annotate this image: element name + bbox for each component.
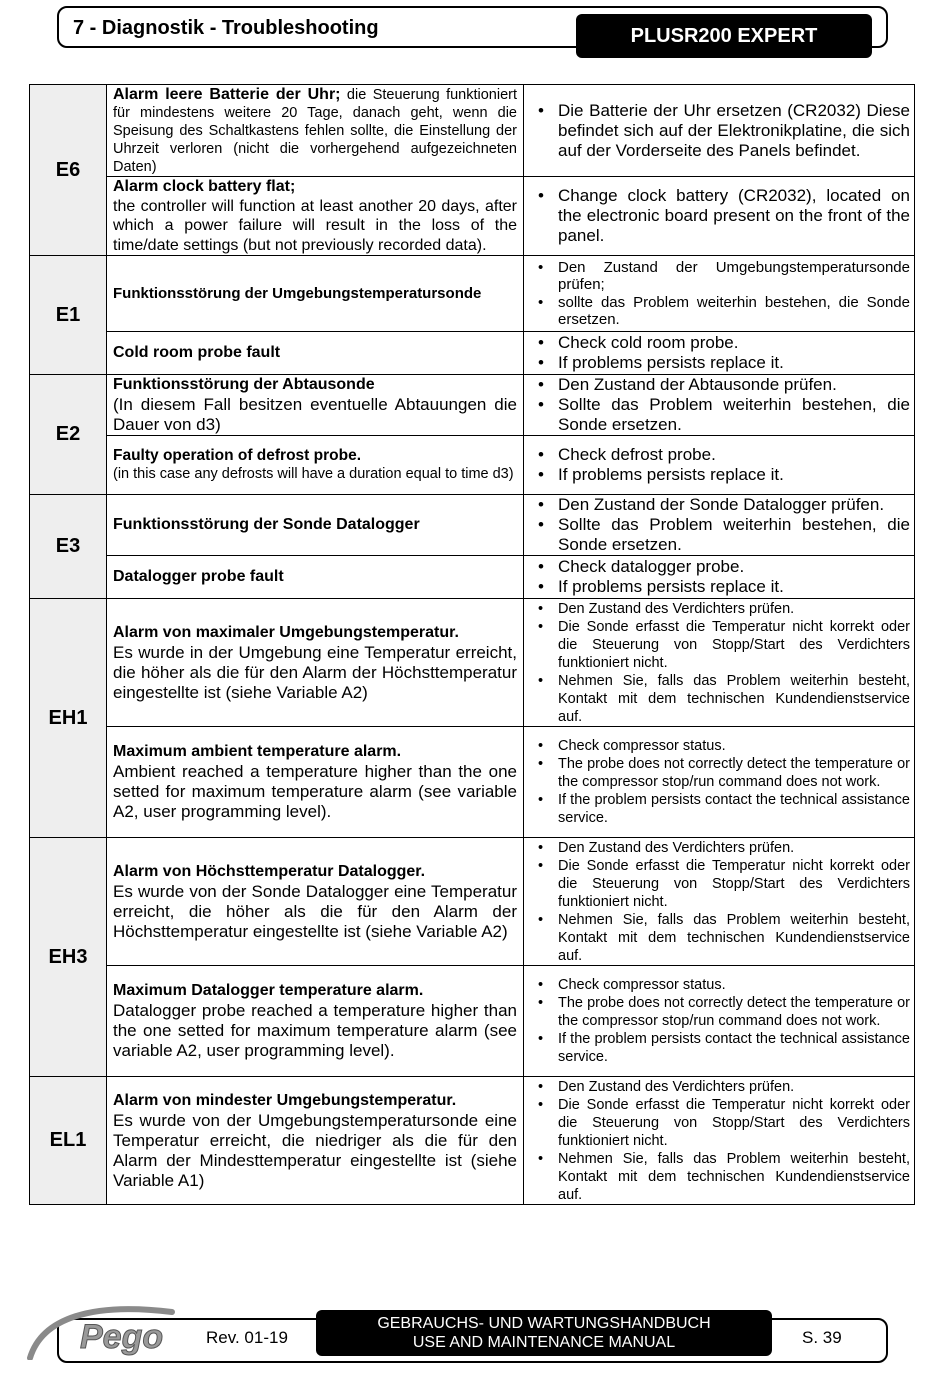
error-actions-en xyxy=(524,556,915,599)
manual-title-de: GEBRAUCHS- UND WARTUNGSHANDBUCH xyxy=(377,1315,711,1332)
error-title-en: Maximum Datalogger temperature alarm. xyxy=(113,982,424,999)
table-row xyxy=(30,556,915,599)
error-title-en: Datalogger probe fault xyxy=(113,568,284,586)
list-item: • Sollte das Problem weiterhin bestehen, die Sonde ersetzen. xyxy=(532,395,910,435)
error-text-en: Ambient reached a temperature higher than the one setted for maximum temperature alarm (see variable A2, user programming level). xyxy=(113,762,517,821)
revision-label: Rev. 01-19 xyxy=(206,1328,288,1347)
table-row xyxy=(30,838,915,966)
error-actions-de xyxy=(524,599,915,727)
error-description-en xyxy=(107,177,524,256)
error-description-en xyxy=(107,727,524,838)
list-item: • Check compressor status. xyxy=(532,976,910,994)
list-item: • Den Zustand des Verdichters prüfen. xyxy=(532,600,910,618)
list-item: • Check datalogger probe. xyxy=(532,557,910,577)
error-actions-en xyxy=(524,332,915,375)
list-item: • Change clock battery (CR2032), located on the electronic board present on the front of the panel. xyxy=(532,186,910,246)
table-row xyxy=(30,966,915,1077)
error-title-de: Funktionsstörung der Umgebungstemperatursonde xyxy=(113,284,482,302)
error-text-en: Datalogger probe reached a temperature higher than the one setted for maximum temperature alarm (see variable A2, user programming level). xyxy=(113,1001,517,1060)
list-item: • Den Zustand des Verdichters prüfen. xyxy=(532,1078,910,1096)
table-row xyxy=(30,375,915,436)
manual-title-tab xyxy=(316,1310,772,1356)
error-actions-de xyxy=(524,838,915,966)
list-item: • If problems persists replace it. xyxy=(532,577,910,597)
error-title-en: Alarm clock battery flat; xyxy=(113,178,296,195)
list-item: • Check compressor status. xyxy=(532,737,910,755)
table-row xyxy=(30,727,915,838)
error-code: EH3 xyxy=(30,838,107,1077)
error-actions-en xyxy=(524,436,915,495)
error-title-de: Alarm leere Batterie der Uhr; xyxy=(113,85,341,103)
page-header xyxy=(57,6,888,48)
error-title-de: Funktionsstörung der Abtausonde xyxy=(113,376,375,393)
error-actions-en xyxy=(524,177,915,256)
error-text-en: the controller will function at least another 20 days, after which a power failure will result in the loss of the time/date settings (but not previously recorded data). xyxy=(113,197,517,254)
error-title-en: Faulty operation of defrost probe. xyxy=(113,447,362,464)
error-description-de xyxy=(107,375,524,436)
error-title-de: Alarm von Höchsttemperatur Datalogger. xyxy=(113,862,426,880)
error-title-de: Funktionsstörung der Sonde Datalogger xyxy=(113,516,420,534)
error-description-en xyxy=(107,966,524,1077)
list-item: • Die Sonde erfasst die Temperatur nicht korrekt oder die Steuerung von Stopp/Start des Verdichters funktioniert nicht. xyxy=(532,857,910,911)
error-description-en xyxy=(107,556,524,599)
table-row xyxy=(30,1077,915,1205)
error-code: E1 xyxy=(30,256,107,375)
section-title: 7 - Diagnostik - Troubleshooting xyxy=(73,17,379,39)
product-name: PLUSR200 EXPERT xyxy=(630,24,818,47)
product-name-tab xyxy=(576,14,872,58)
troubleshooting-table xyxy=(29,84,915,1205)
error-actions-en xyxy=(524,727,915,838)
list-item: • Den Zustand des Verdichters prüfen. xyxy=(532,839,910,857)
list-item: • Den Zustand der Abtausonde prüfen. xyxy=(532,375,910,395)
list-item: • If the problem persists contact the technical assistance service. xyxy=(532,791,910,827)
error-code: EL1 xyxy=(30,1077,107,1205)
manual-title-en: USE AND MAINTENANCE MANUAL xyxy=(412,1334,676,1351)
error-description-de xyxy=(107,256,524,332)
list-item: • sollte das Problem weiterhin bestehen, die Sonde ersetzen. xyxy=(532,294,910,329)
error-text-de: Es wurde in der Umgebung eine Temperatur erreicht, die höher als die für den Alarm der Höchsttemperatur eingestellte ist (siehe Variable A2) xyxy=(113,642,517,702)
error-description-en xyxy=(107,436,524,495)
list-item: • The probe does not correctly detect the temperature or the compressor stop/run command does not work. xyxy=(532,755,910,791)
table-row xyxy=(30,256,915,332)
list-item: • Nehmen Sie, falls das Problem weiterhin besteht, Kontakt mit dem technischen Kundendienstservice auf. xyxy=(532,1150,910,1204)
error-actions-de xyxy=(524,375,915,436)
error-code: EH1 xyxy=(30,599,107,838)
table-row xyxy=(30,332,915,375)
error-text-en: (in this case any defrosts will have a duration equal to time d3) xyxy=(113,466,514,482)
table-row xyxy=(30,85,915,177)
list-item: • Nehmen Sie, falls das Problem weiterhin besteht, Kontakt mit dem technischen Kundendienstservice auf. xyxy=(532,672,910,726)
error-code: E6 xyxy=(30,85,107,256)
error-description-de xyxy=(107,838,524,966)
table-row xyxy=(30,495,915,556)
error-title-en: Cold room probe fault xyxy=(113,344,281,362)
error-description-de xyxy=(107,599,524,727)
error-code: E2 xyxy=(30,375,107,495)
list-item: • Die Sonde erfasst die Temperatur nicht korrekt oder die Steuerung von Stopp/Start des Verdichters funktioniert nicht. xyxy=(532,1096,910,1150)
list-item: • Die Sonde erfasst die Temperatur nicht korrekt oder die Steuerung von Stopp/Start des Verdichters funktioniert nicht. xyxy=(532,618,910,672)
error-title-de: Alarm von mindester Umgebungstemperatur. xyxy=(113,1091,457,1109)
table-row xyxy=(30,436,915,495)
table-row xyxy=(30,599,915,727)
error-actions-de xyxy=(524,495,915,556)
error-actions-en xyxy=(524,966,915,1077)
list-item: • If problems persists replace it. xyxy=(532,353,910,373)
list-item: • Die Batterie der Uhr ersetzen (CR2032) Diese befindet sich auf der Elektronikplatine, die sich auf der Vorderseite des Panels befindet. xyxy=(532,101,910,161)
error-description-en xyxy=(107,332,524,375)
error-title-en: Maximum ambient temperature alarm. xyxy=(113,743,402,760)
error-code: E3 xyxy=(30,495,107,599)
error-actions-de xyxy=(524,256,915,332)
list-item: • Check cold room probe. xyxy=(532,333,910,353)
list-item: • If the problem persists contact the technical assistance service. xyxy=(532,1030,910,1066)
error-description-de xyxy=(107,85,524,177)
list-item: • Den Zustand der Sonde Datalogger prüfen. xyxy=(532,495,910,515)
table-row xyxy=(30,177,915,256)
list-item: • Den Zustand der Umgebungstemperatursonde prüfen; xyxy=(532,259,910,294)
list-item: • Nehmen Sie, falls das Problem weiterhin besteht, Kontakt mit dem technischen Kundendienstservice auf. xyxy=(532,911,910,965)
list-item: • Sollte das Problem weiterhin bestehen, die Sonde ersetzen. xyxy=(532,515,910,555)
list-item: • The probe does not correctly detect the temperature or the compressor stop/run command does not work. xyxy=(532,994,910,1030)
error-text-de: (In diesem Fall besitzen eventuelle Abtauungen die Dauer von d3) xyxy=(113,395,517,434)
error-text-de: Es wurde von der Umgebungstemperatursonde eine Temperatur erreicht, die niedriger als die für den Alarm der Mindesttemperatur eingestellte ist (siehe Variable A1) xyxy=(113,1110,517,1190)
error-actions-de xyxy=(524,85,915,177)
error-description-de xyxy=(107,1077,524,1205)
error-actions-de xyxy=(524,1077,915,1205)
pego-logo xyxy=(22,1300,192,1360)
list-item: • Check defrost probe. xyxy=(532,445,910,465)
page-number: S. 39 xyxy=(802,1328,842,1347)
error-title-de: Alarm von maximaler Umgebungstemperatur. xyxy=(113,623,459,641)
error-text-de: die Steuerung funktioniert für mindestens weitere 20 Tage, danach geht, wenn die Speisung des Schaltkastens fehlen sollte, die Einstellung der Uhrzeit verloren (nicht die vorhergehend aufgezeichneten Daten) xyxy=(113,86,518,175)
error-text-de: Es wurde von der Sonde Datalogger eine Temperatur erreicht, die höher als die für den Alarm der Höchsttemperatur eingestellte ist (siehe Variable A2) xyxy=(113,881,517,941)
logo-text: Pego xyxy=(80,1318,164,1356)
list-item: • If problems persists replace it. xyxy=(532,465,910,485)
error-description-de xyxy=(107,495,524,556)
